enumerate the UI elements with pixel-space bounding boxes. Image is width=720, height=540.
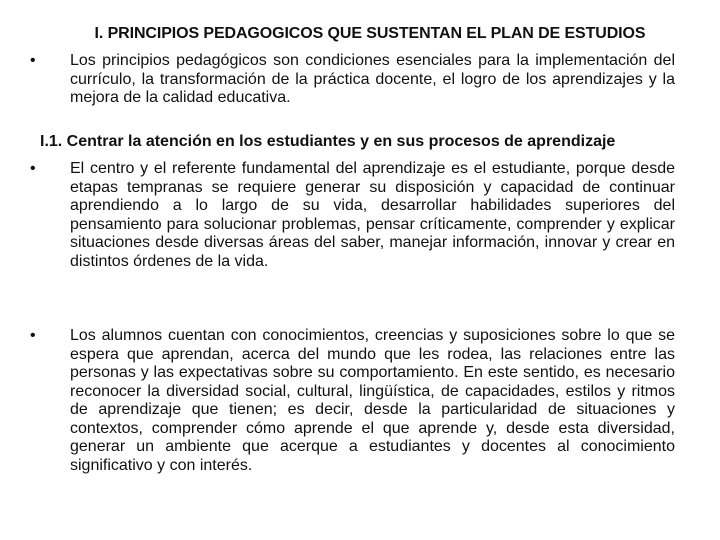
slide-title: I. PRINCIPIOS PEDAGOGICOS QUE SUSTENTAN EL PLAN DE ESTUDIOS bbox=[94, 25, 646, 42]
bullet-text-2: Los alumnos cuentan con conocimientos, creencias y suposiciones sobre lo que se espera que aprendan, acerca del mundo que les rodea, las relaciones entre las personas y las expectativas sobre su comportamiento. En este sentido, es necesario reconocer la diversidad social, cultural, lingüística, de capacidades, estilos y ritmos de aprendizaje que tienen; es decir, desde la particularidad de situaciones y contextos, comprender cómo aprende el que aprende y, desde esta diversidad, generar un ambiente que acerque a estudiantes y docentes al conocimiento significativo y con interés. bbox=[70, 327, 675, 474]
bullet-icon: • bbox=[30, 160, 36, 177]
bullet-icon: • bbox=[30, 327, 36, 344]
section-subtitle: I.1. Centrar la atención en los estudiantes y en sus procesos de aprendizaje bbox=[40, 133, 616, 150]
intro-bullet-item bbox=[30, 52, 675, 108]
bullet-item-2 bbox=[30, 327, 675, 475]
intro-bullet-text: Los principios pedagógicos son condiciones esenciales para la implementación del currículo, la transformación de la práctica docente, el logro de los aprendizajes y la mejora de la calidad educativa. bbox=[70, 52, 675, 106]
bullet-text-1: El centro y el referente fundamental del aprendizaje es el estudiante, porque desde etapas tempranas se requiere generar su disposición y capacidad de continuar aprendiendo a lo largo de su vida, desarrollar habilidades superiores del pensamiento para solucionar problemas, pensar críticamente, comprender y explicar situaciones desde diversas áreas del saber, manejar información, innovar y crear en distintos órdenes de la vida. bbox=[70, 160, 675, 270]
bullet-icon: • bbox=[30, 52, 36, 69]
bullet-item-1 bbox=[30, 160, 675, 271]
